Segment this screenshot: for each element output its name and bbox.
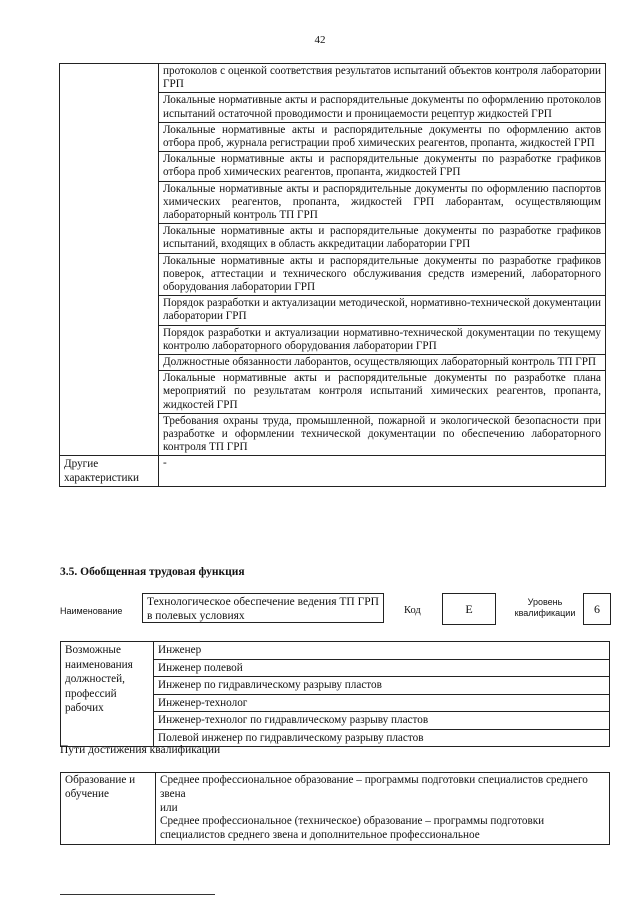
knowledge-row: Порядок разработки и актуализации методической, нормативно-технической документации лаборатории ГРП (159, 296, 606, 325)
position-item: Полевой инженер по гидравлическому разрыву пластов (154, 729, 610, 747)
education-table (60, 772, 610, 845)
knowledge-row: Локальные нормативные акты и распорядительные документы по оформлению актов отбора проб, журнала регистрации проб химических реагентов, пропанта, жидкостей ГРП (159, 122, 606, 151)
knowledge-row: Требования охраны труда, промышленной, пожарной и экологической безопасности при разработке и оформлении технической документации по обеспечению лабораторного контроля ТП ГРП (159, 413, 606, 456)
education-value (156, 773, 610, 845)
knowledge-row: Локальные нормативные акты и распорядительные документы по разработке графиков отбора проб химических реагентов, пропанта, жидкостей ГРП (159, 152, 606, 181)
knowledge-row: Локальные нормативные акты и распорядительные документы по оформлению протоколов испытаний остаточной проводимости и проницаемости рецептур жидкостей ГРП (159, 93, 606, 122)
knowledge-row: протоколов с оценкой соответствия результатов испытаний объектов контроля лаборатории ГРП (159, 64, 606, 93)
footnote-divider (60, 894, 215, 895)
knowledge-row: Должностные обязанности лаборантов, осуществляющих лабораторный контроль ТП ГРП (159, 355, 606, 371)
level-label: Уровень квалификации (514, 597, 576, 618)
education-line: Среднее профессиональное (техническое) образование – программы подготовки специалистов среднего звена и дополнительное профессиональное (160, 815, 545, 842)
code-label: Код (404, 605, 421, 616)
positions-label: Возможные наименования должностей, профессий рабочих (61, 642, 154, 747)
position-item: Инженер полевой (154, 659, 610, 677)
position-item: Инженер по гидравлическому разрыву пластов (154, 677, 610, 695)
code-value: E (442, 593, 496, 625)
education-line: или (160, 801, 178, 814)
section-heading: 3.5. Обобщенная трудовая функция (60, 566, 245, 578)
function-header (60, 593, 610, 633)
knowledge-row: Локальные нормативные акты и распорядительные документы по оформлению паспортов химических реагентов, пропанта, жидкостей ГРП лаборантам, осуществляющим лабораторный контроль ТП ГРП (159, 181, 606, 224)
knowledge-row: Локальные нормативные акты и распорядительные документы по разработке графиков испытаний, входящих в область аккредитации лаборатории ГРП (159, 224, 606, 253)
knowledge-row: Локальные нормативные акты и распорядительные документы по разработке плана мероприятий по результатам контроля испытаний химических реагентов, пропанта, жидкостей ГРП (159, 371, 606, 414)
education-line: Среднее профессиональное образование – программы подготовки специалистов среднего звена (160, 774, 588, 800)
position-item: Инженер-технолог (154, 694, 610, 712)
position-item: Инженер (154, 642, 610, 660)
name-value: Технологическое обеспечение ведения ТП ГРП в полевых условиях (142, 593, 384, 623)
knowledge-row: Порядок разработки и актуализации нормативно-технической документации по текущему контролю лабораторного оборудования лаборатории ГРП (159, 325, 606, 354)
knowledge-label-cell (60, 64, 159, 456)
education-label: Образование и обучение (61, 773, 156, 845)
position-item: Инженер-технолог по гидравлическому разрыву пластов (154, 712, 610, 730)
page-number: 42 (314, 34, 326, 46)
other-characteristics-label: Другие характеристики (60, 456, 159, 487)
knowledge-row: Локальные нормативные акты и распорядительные документы по разработке графиков поверок, аттестации и технического обслуживания средств измерений, лабораторного оборудования лаборатории ГРП (159, 253, 606, 296)
name-label: Наименование (60, 606, 123, 616)
knowledge-table (59, 63, 606, 487)
positions-table (60, 641, 610, 747)
level-value: 6 (583, 593, 611, 625)
paths-heading: Пути достижения квалификации (60, 744, 221, 756)
other-characteristics-value: - (159, 456, 606, 487)
